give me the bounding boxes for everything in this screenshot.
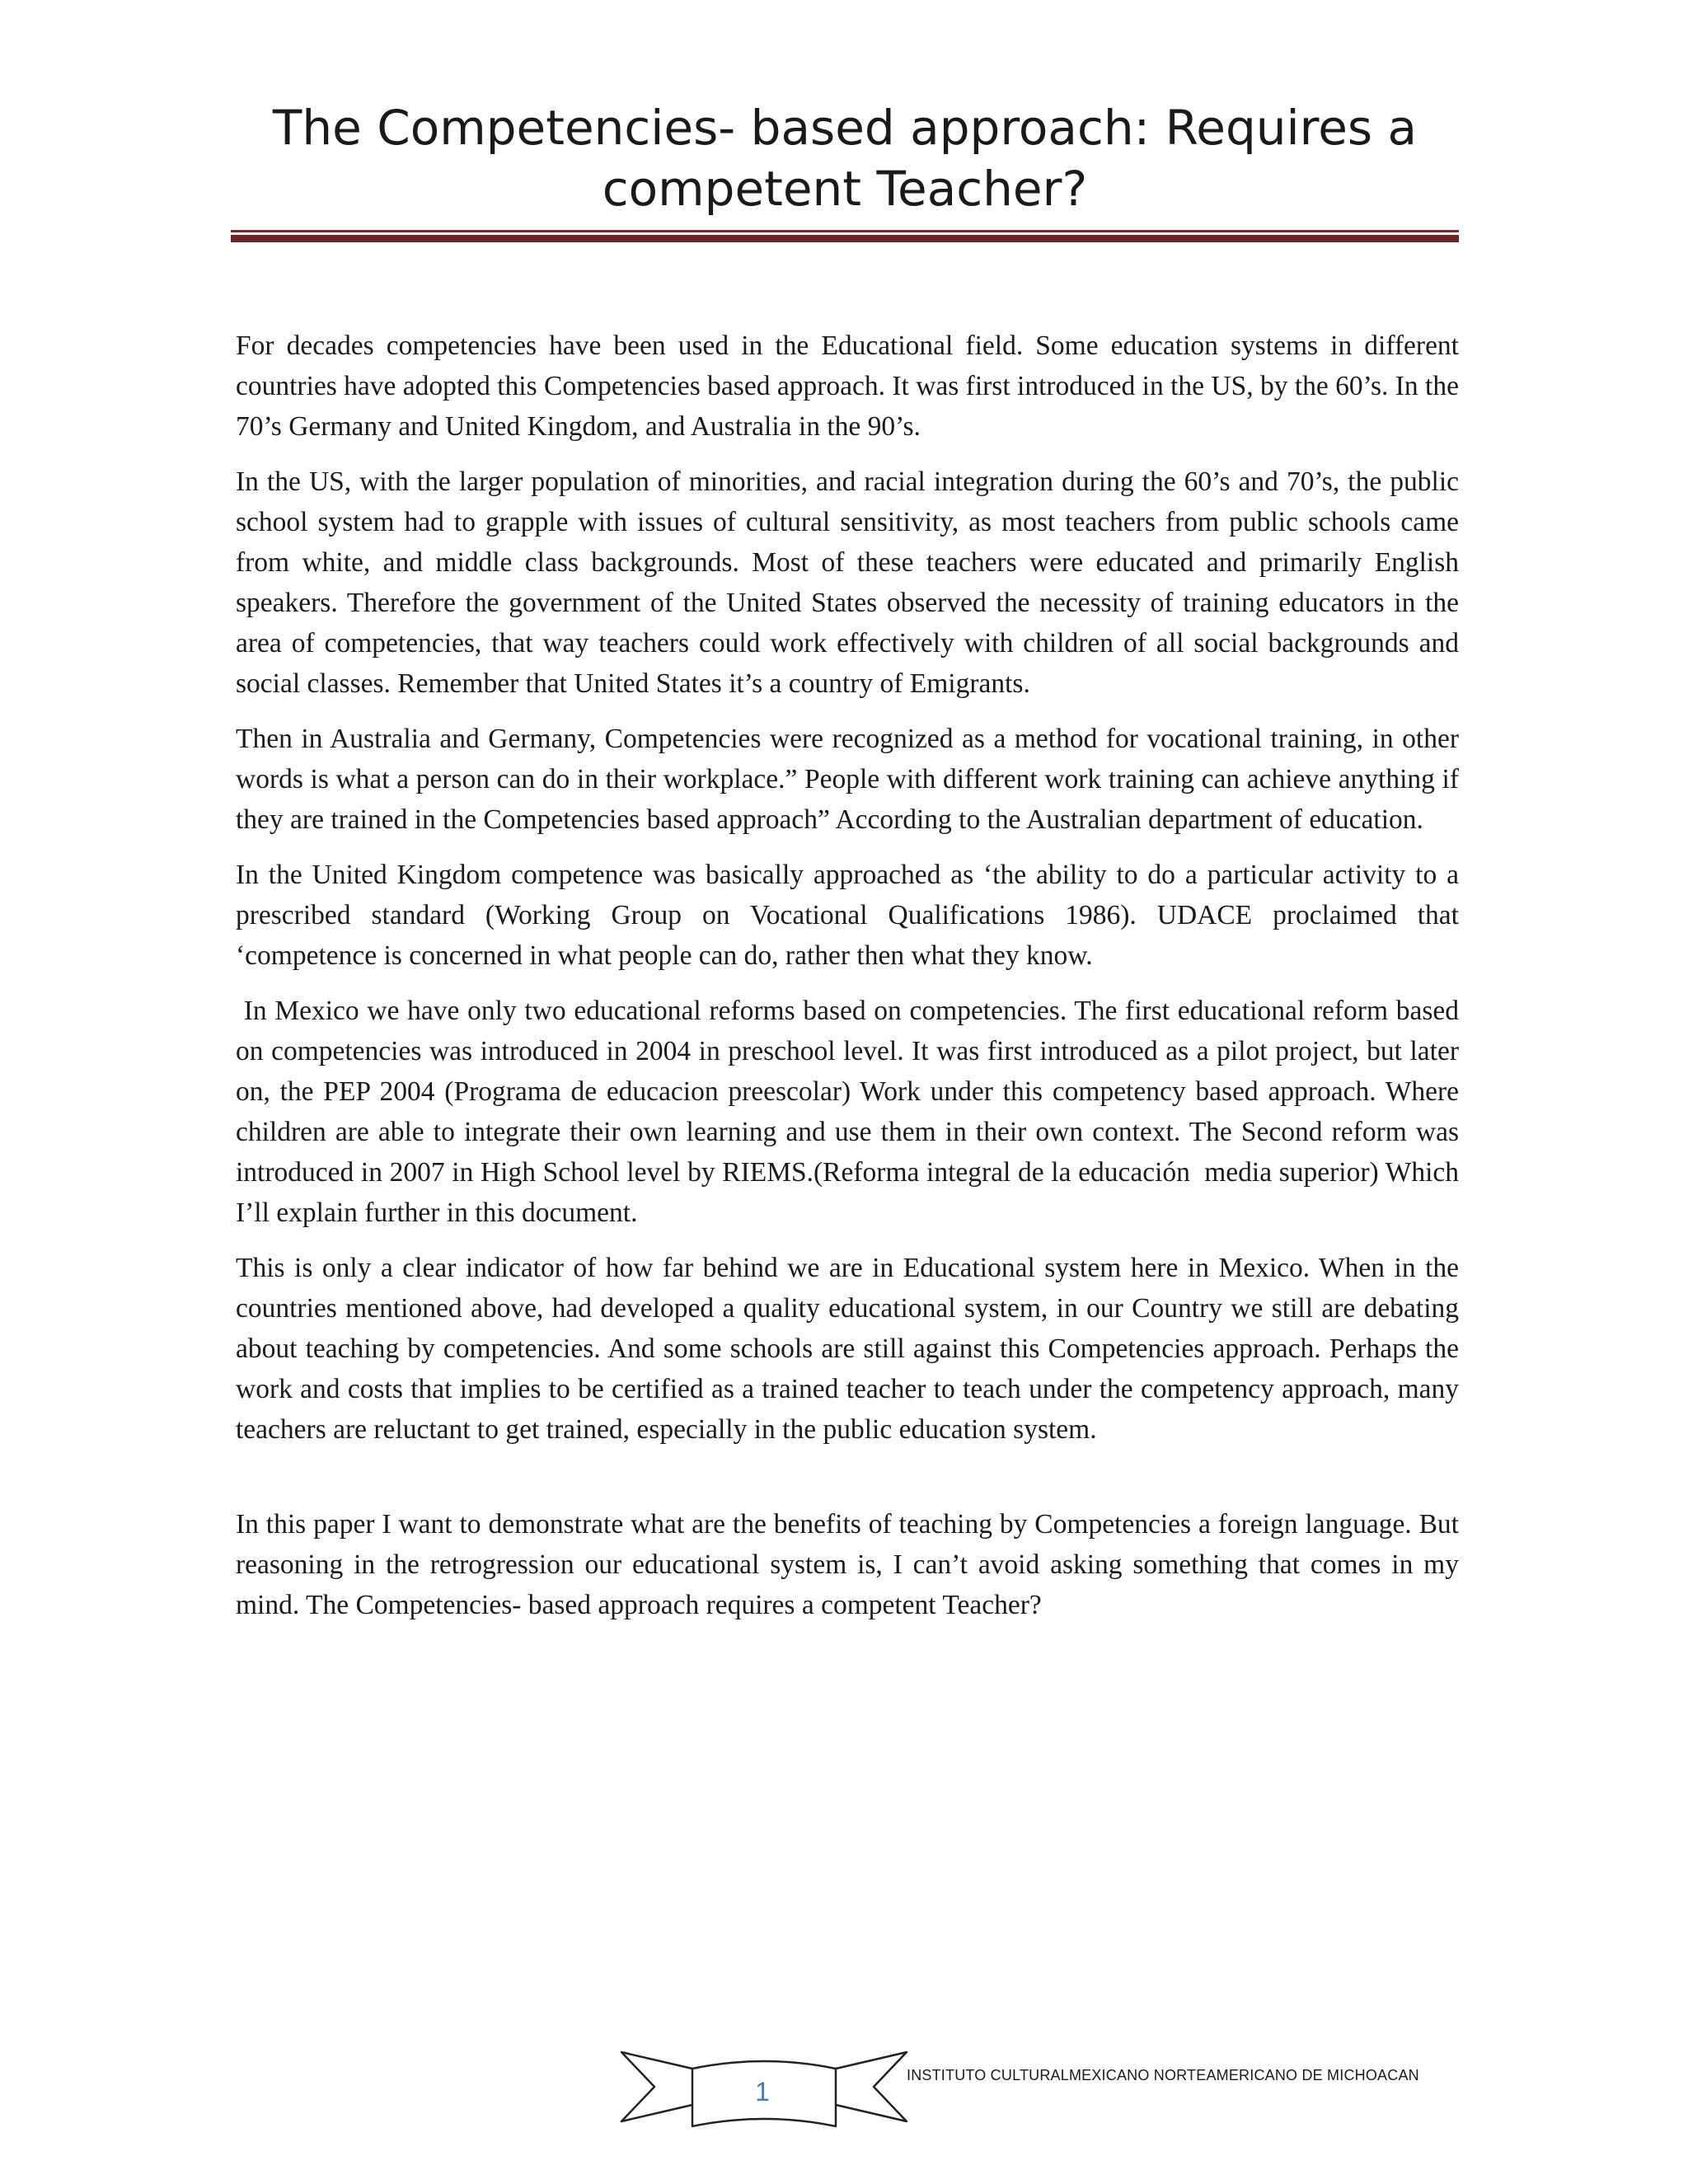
- paragraph-5: In Mexico we have only two educational reforms based on competencies. The first educational reform based on competencies was introduced in 2004 in preschool level. It was first introduced as a pilot project, but later on, the PEP 2004 (Programa de educacion preescolar) Work under this competency based approach. Where children are able to integrate their own learning and use them in their own context. The Second reform was introduced in 2007 in High School level by RIEMS.(Reforma integral de la educación media superior) Which I’ll explain further in this document.: [236, 996, 1466, 1228]
- paragraph-4: In the United Kingdom competence was basically approached as ‘the ability to do a particular activity to a prescribed standard (Working Group on Vocational Qualifications 1986). UDACE proclaimed that ‘competence is concerned in what people can do, rather then what they know.: [236, 860, 1459, 971]
- paragraph-7: In this paper I want to demonstrate what are the benefits of teaching by Competencies a foreign language. But reasoning in the retrogression our educational system is, I can’t avoid asking something that comes in my mind. The Competencies- based approach requires a competent Teacher?: [236, 1509, 1459, 1620]
- title-rule-thick: [231, 235, 1459, 242]
- document-body: [236, 326, 1466, 1640]
- paragraph-1: For decades competencies have been used in the Educational field. Some education systems in different countries have adopted this Competencies based approach. It was first introduced in the US, by the 60’s. In the 70’s Germany and United Kingdom, and Australia in the 90’s.: [236, 330, 1459, 442]
- paragraph-2: In the US, with the larger population of minorities, and racial integration during the 60’s and 70’s, the public school system had to grapple with issues of cultural sensitivity, as most teachers from public schools came from white, and middle class backgrounds. Most of these teachers were educated and primarily English speakers. Therefore the government of the United States observed the necessity of training educators in the area of competencies, that way teachers could work effectively with children of all social backgrounds and social classes. Remember that United States it’s a country of Emigrants.: [236, 466, 1459, 699]
- paragraph-6: This is only a clear indicator of how far behind we are in Educational system here in Mexico. When in the countries mentioned above, had developed a quality educational system, in our Country we still are debating about teaching by competencies. And some schools are still against this Competencies approach. Perhaps the work and costs that implies to be certified as a trained teacher to teach under the competency approach, many teachers are reluctant to get trained, especially in the public education system.: [236, 1253, 1459, 1445]
- page-number: 1: [755, 2077, 770, 2107]
- document-title: The Competencies- based approach: Requires a competent Teacher?: [272, 100, 1418, 217]
- paragraph-3: Then in Australia and Germany, Competencies were recognized as a method for vocational training, in other words is what a person can do in their workplace.” People with different work training can achieve anything if they are trained in the Competencies based approach” According to the Australian department of education.: [236, 724, 1459, 835]
- footer-institution: INSTITUTO CULTURALMEXICANO NORTEAMERICANO DE MICHOACAN: [907, 2067, 1419, 2083]
- title-rule-thin: [231, 230, 1459, 232]
